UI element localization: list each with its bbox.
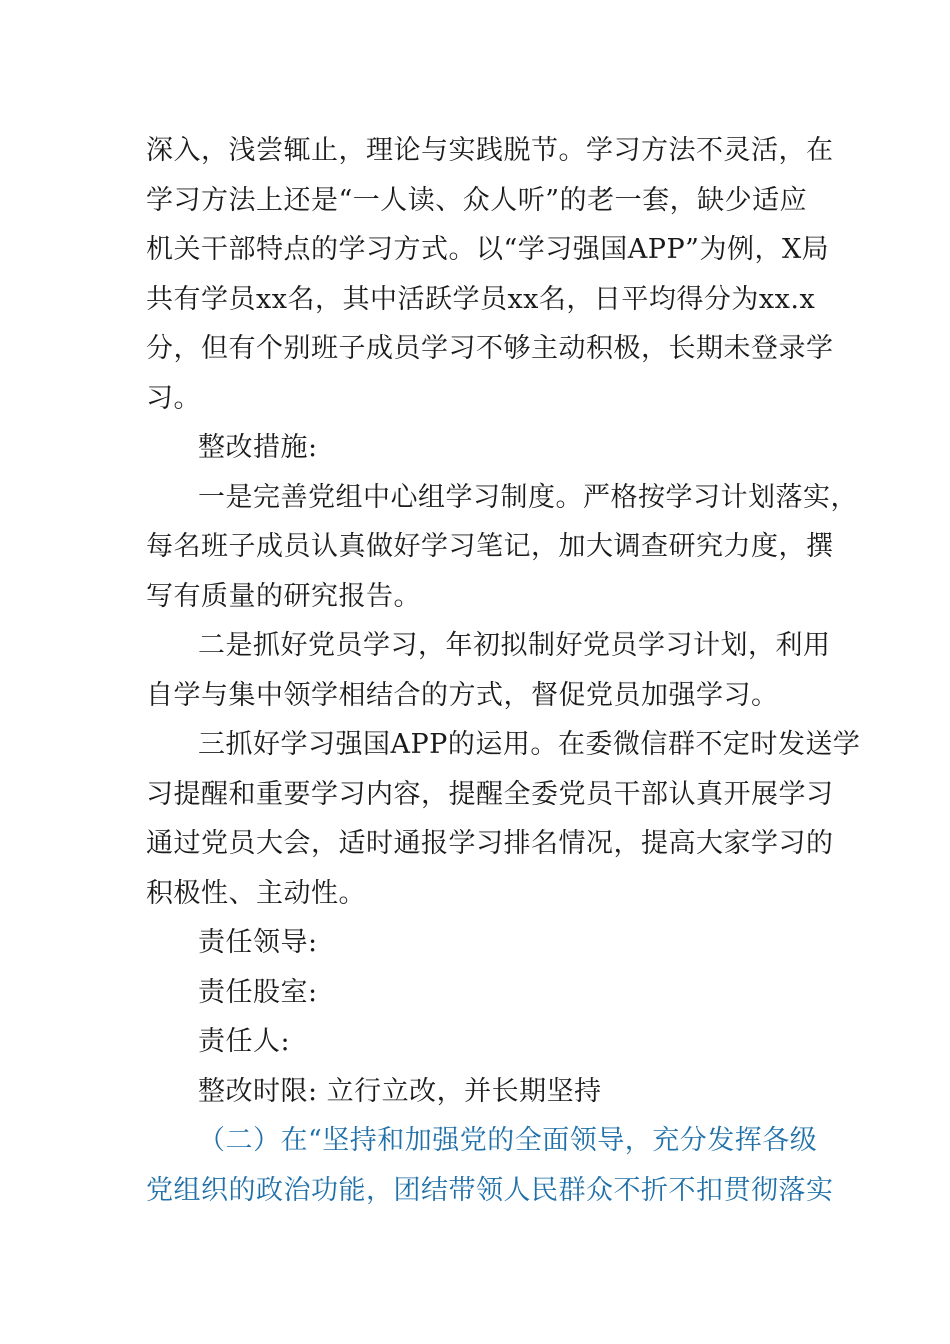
paragraph-line: 一是完善党组中心组学习制度。严格按学习计划落实， (198, 481, 858, 513)
paragraph-line: 通过党员大会，适时通报学习排名情况，提高大家学习的 (146, 828, 834, 859)
paragraph-line: 每名班子成员认真做好学习笔记，加大调查研究力度，撰 (146, 531, 834, 562)
paragraph-line: 整改时限: 立行立改，并长期坚持 (198, 1075, 602, 1107)
paragraph-line: 习。 (146, 382, 201, 414)
paragraph-line: 深入，浅尝辄止，理论与实践脱节。学习方法不灵活，在 (146, 135, 834, 166)
paragraph-line: 积极性、主动性。 (146, 877, 366, 909)
paragraph-line: 分，但有个别班子成员学习不够主动积极，长期未登录学 (146, 333, 834, 364)
paragraph-line: 学习方法上还是“一人读、众人听”的老一套，缺少适应 (146, 184, 808, 216)
paragraph-line: 自学与集中领学相结合的方式，督促党员加强学习。 (146, 679, 779, 711)
paragraph-line: 二是抓好党员学习，年初拟制好党员学习计划，利用 (198, 630, 831, 661)
paragraph-line: 责任人: (198, 1026, 291, 1057)
paragraph-line: 共有学员xx名，其中活跃学员xx名，日平均得分为xx.x (146, 283, 816, 315)
paragraph-line: 责任领导: (198, 927, 318, 958)
paragraph-line: 习提醒和重要学习内容，提醒全委党员干部认真开展学习 (146, 778, 834, 810)
paragraph-line: 机关干部特点的学习方式。以“学习强国APP”为例，X局 (146, 234, 830, 265)
paragraph-line: 三抓好学习强国APP的运用。在委微信群不定时发送学 (198, 729, 861, 760)
section-heading-line: 党组织的政治功能，团结带领人民群众不折不扣贯彻落实 (146, 1174, 834, 1206)
paragraph-line: 整改措施: (198, 432, 318, 463)
paragraph-line: 责任股室: (198, 976, 318, 1008)
document-body (146, 126, 861, 1215)
section-heading-line: （二）在“坚持和加强党的全面领导，充分发挥各级 (198, 1125, 818, 1156)
paragraph-line: 写有质量的研究报告。 (146, 580, 421, 612)
